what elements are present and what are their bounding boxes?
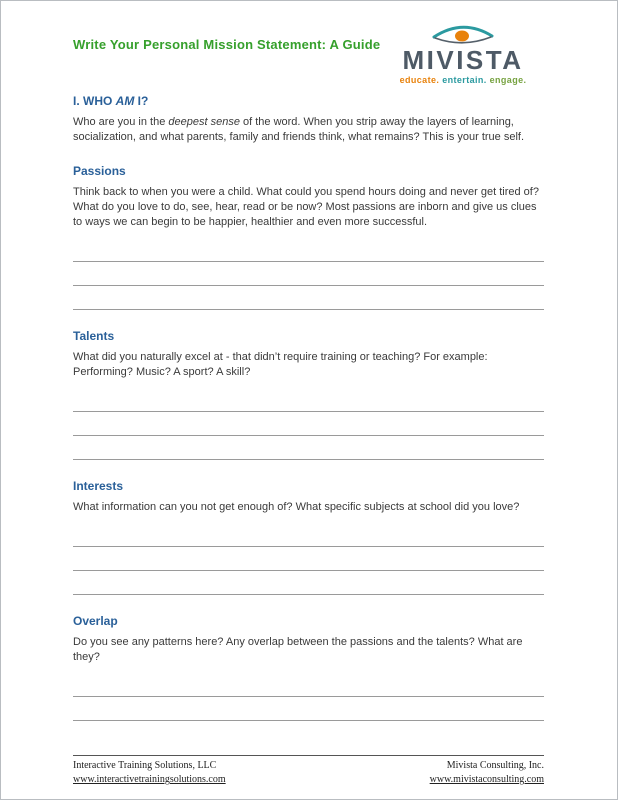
section-paragraph: Think back to when you were a child. What could you spend hours doing and never get tired of? What do you love to do, see, hear, read or be now? Most passions are inborn and give us clues to ways we can begin to be happier, healthier and even more successful. [73, 186, 539, 228]
tagline-word-engage: engage. [489, 75, 527, 86]
writing-line [73, 697, 544, 721]
section-who-am-i [73, 89, 544, 145]
writing-lines [73, 238, 544, 310]
mivista-wordmark: MIVISTA [402, 45, 524, 75]
paragraph-text: of the word. When you strip away the layers of learning, socialization, and what parents, family and friends think, what remains? This is your true self. [73, 116, 525, 143]
section-heading-talents: Talents [73, 329, 115, 343]
page-title: Write Your Personal Mission Statement: A Guide [73, 37, 381, 52]
paragraph-text: Who are you in the [73, 116, 169, 128]
heading-text: I. WHO [73, 94, 116, 108]
section-overlap [73, 595, 544, 721]
writing-lines [73, 388, 544, 460]
tagline-word-educate: educate. [399, 75, 440, 86]
footer-right-company: Mivista Consulting, Inc. [446, 760, 544, 771]
paragraph-text-italic: deepest sense [168, 116, 240, 128]
writing-line [73, 523, 544, 547]
writing-line [73, 571, 544, 595]
writing-line [73, 238, 544, 262]
writing-lines [73, 523, 544, 595]
section-interests [73, 460, 544, 595]
writing-lines [73, 673, 544, 721]
section-paragraph [73, 115, 544, 145]
writing-line [73, 286, 544, 310]
writing-line [73, 436, 544, 460]
heading-text-italic: AM [115, 94, 135, 108]
section-talents [73, 310, 544, 460]
document-footer [73, 755, 544, 787]
section-heading-interests: Interests [73, 479, 124, 493]
writing-line [73, 388, 544, 412]
tagline-word-entertain: entertain. [442, 75, 487, 86]
writing-line [73, 547, 544, 571]
mivista-logo [382, 23, 544, 85]
heading-text: I? [134, 94, 149, 108]
writing-line [73, 412, 544, 436]
mivista-tagline [400, 75, 527, 85]
section-heading-who-am-i [73, 93, 544, 109]
section-paragraph: What information can you not get enough of? What specific subjects at school did you love? [73, 501, 520, 513]
section-heading-passions: Passions [73, 164, 126, 178]
writing-line [73, 673, 544, 697]
footer-right [430, 759, 544, 787]
section-paragraph: What did you naturally excel at - that didn’t require training or teaching? For example: Performing? Music? A sport? A skill? [73, 351, 488, 378]
footer-left [73, 759, 226, 787]
footer-left-url-link[interactable]: www.interactivetrainingsolutions.com [73, 774, 226, 785]
footer-right-url-link[interactable]: www.mivistaconsulting.com [429, 774, 544, 785]
footer-left-company: Interactive Training Solutions, LLC [73, 760, 217, 771]
section-paragraph: Do you see any patterns here? Any overlap between the passions and the talents? What are they? [73, 636, 523, 663]
writing-line [73, 262, 544, 286]
document-header [73, 23, 544, 89]
section-heading-overlap: Overlap [73, 614, 118, 628]
section-passions [73, 145, 544, 310]
